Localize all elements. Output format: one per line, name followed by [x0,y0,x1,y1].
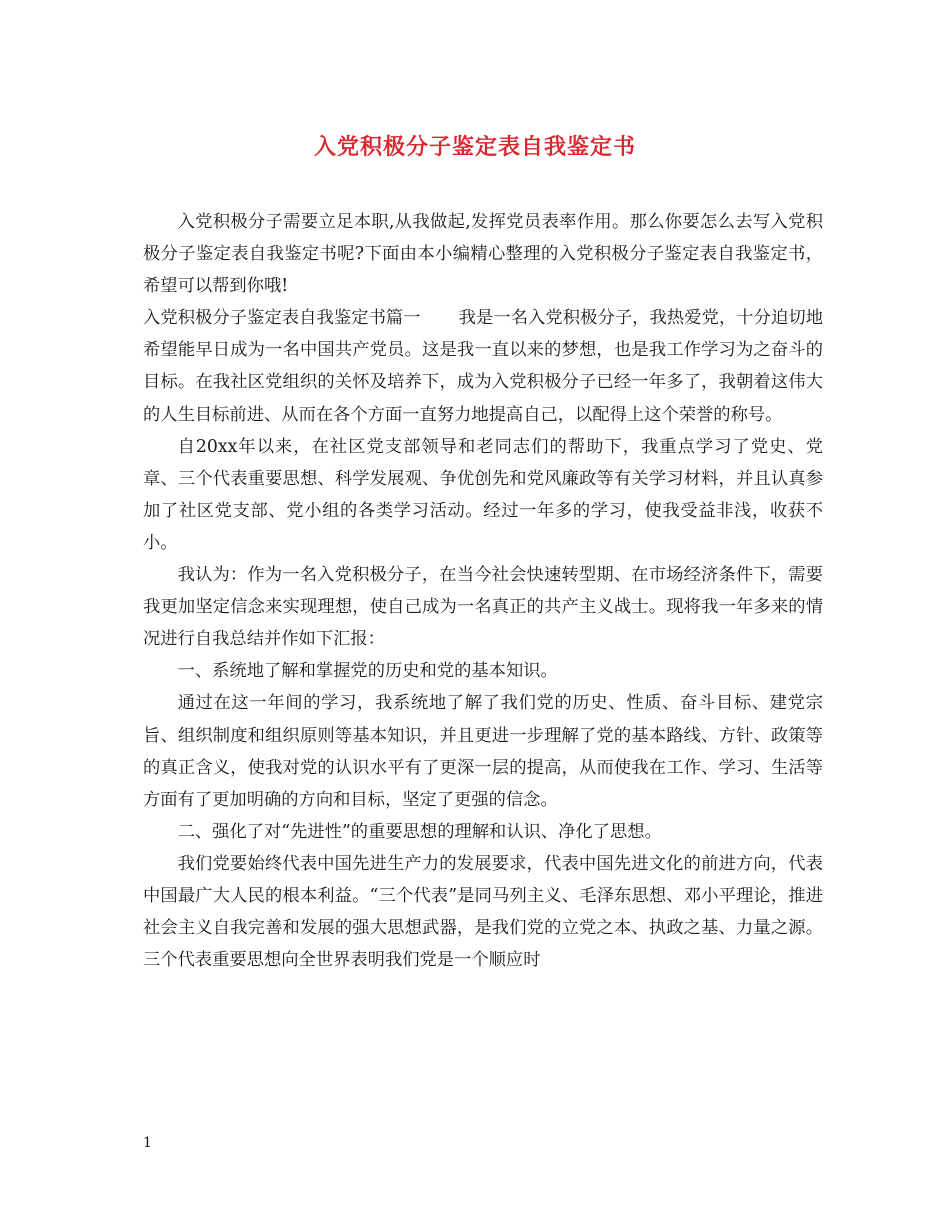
section-lead-text: 我是一名入党积极分子，我热爱党，十分迫切地希望能早日成为一名中国共产党员。这是我一直以来的梦想，也是我工作学习为之奋斗的目标。在我社区党组织的关怀及培养下，成为入党积极分子已经一年多了，我朝着这伟大的人生目标前进、从而在各个方面一直努力地提高自己，以配得上这个荣誉的称号。 [143,308,823,425]
intro-paragraph: 入党积极分子需要立足本职,从我做起,发挥党员表率作用。那么你要怎么去写入党积极分子鉴定表自我鉴定书呢?下面由本小编精心整理的入党积极分子鉴定表自我鉴定书，希望可以帮到你哦! [143,212,823,297]
document-body [143,206,823,976]
body-paragraph: 自20xx年以来，在社区党支部领导和老同志们的帮助下，我重点学习了党史、党章、三个代表重要思想、科学发展观、争优创先和党风廉政等有关学习材料，并且认真参加了社区党支部、党小组的各类学习活动。经过一年多的学习，使我受益非浅，收获不小。 [143,436,823,553]
body-paragraph: 通过在这一年间的学习，我系统地了解了我们党的历史、性质、奋斗目标、建党宗旨、组织制度和组织原则等基本知识，并且更进一步理解了党的基本路线、方针、政策等的真正含义，使我对党的认识水平有了更深一层的提高，从而使我在工作、学习、生活等方面有了更加明确的方向和目标，坚定了更强的信念。 [143,693,823,810]
numbered-heading: 二、强化了对“先进性”的重要思想的理解和认识、净化了思想。 [177,821,662,842]
numbered-heading: 一、系统地了解和掌握党的历史和党的基本知识。 [177,661,558,682]
section-heading: 入党积极分子鉴定表自我鉴定书篇一 [143,308,421,329]
page-title: 入党积极分子鉴定表自我鉴定书 [313,134,636,160]
page-number: 1 [143,1135,152,1151]
body-paragraph: 我认为：作为一名入党积极分子，在当今社会快速转型期、在市场经济条件下，需要我更加坚定信念来实现理想，使自己成为一名真正的共产主义战士。现将我一年多来的情况进行自我总结并作如下汇报： [143,565,823,650]
section-paragraph [143,302,823,430]
body-paragraph: 我们党要始终代表中国先进生产力的发展要求，代表中国先进文化的前进方向，代表中国最广大人民的根本利益。“三个代表”是同马列主义、毛泽东思想、邓小平理论，推进社会主义自我完善和发展的强大思想武器，是我们党的立党之本、执政之基、力量之源。三个代表重要思想向全世界表明我们党是一个顺应时 [143,853,823,971]
